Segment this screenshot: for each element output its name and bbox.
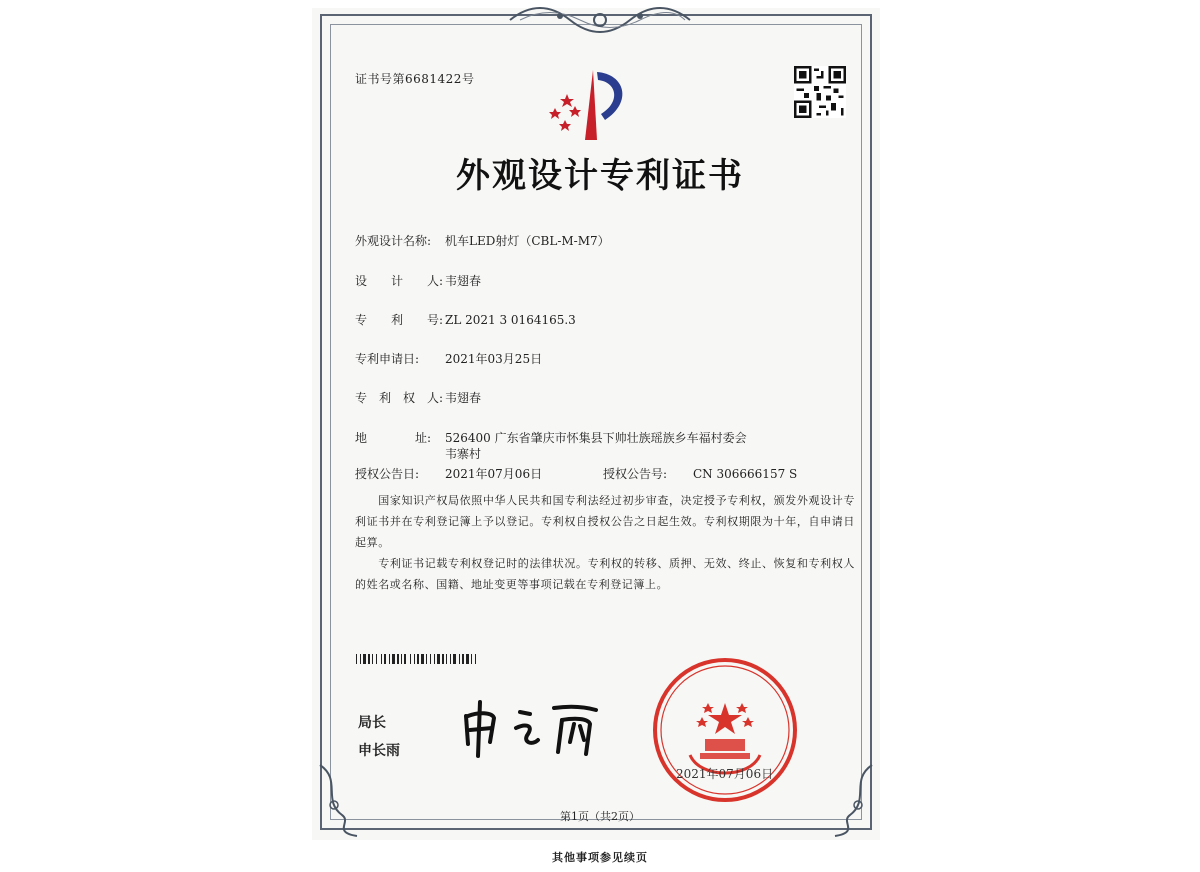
- designer-value: 韦翅春: [445, 274, 482, 288]
- statement-paragraph-1: 国家知识产权局依照中华人民共和国专利法经过初步审查，决定授予专利权，颁发外观设计专利证书并在专利登记簿上予以登记。专利权自授权公告之日起生效。专利权期限为十年，自申请日起算。: [355, 494, 855, 549]
- statement-paragraph-2: 专利证书记载专利权登记时的法律状况。专利权的转移、质押、无效、终止、恢复和专利权人的姓名或名称、国籍、地址变更等事项记载在专利登记簿上。: [355, 557, 855, 591]
- designer-row: [355, 272, 481, 289]
- grant-date-value: 2021年07月06日: [445, 467, 543, 481]
- corner-ornament-bottom-right-icon: [830, 760, 880, 840]
- corner-ornament-bottom-left-icon: [312, 760, 362, 840]
- designer-label: 设 计 人:: [355, 274, 444, 288]
- director-name: 申长雨: [358, 743, 400, 759]
- certificate-title: 外观设计专利证书: [456, 156, 744, 196]
- design-name-value: 机车LED射灯（CBL-M-M7）: [445, 234, 610, 248]
- design-name-label: 外观设计名称:: [355, 234, 432, 248]
- grant-number-row: [603, 465, 797, 482]
- patentee-row: [355, 389, 481, 406]
- qr-code-icon: [794, 66, 846, 118]
- patent-number-label: 专 利 号:: [355, 313, 444, 327]
- top-ornament-icon: [500, 4, 700, 36]
- seal-date: 2021年07月06日: [676, 767, 774, 781]
- address-value: 526400 广东省肇庆市怀集县下帅壮族瑶族乡车福村委会: [445, 431, 747, 445]
- design-name-row: [355, 232, 610, 249]
- address-row: [355, 429, 747, 446]
- filing-date-label: 专利申请日:: [355, 352, 420, 366]
- director-title: 局长: [358, 715, 386, 731]
- patentee-value: 韦翅春: [445, 391, 482, 405]
- grant-number-label: 授权公告号:: [603, 467, 668, 481]
- certificate-number: 证书号第6681422号: [355, 72, 475, 86]
- grant-number-value: CN 306666157 S: [693, 467, 798, 481]
- page-number: 第1页（共2页）: [560, 810, 640, 823]
- barcode-icon: [356, 654, 540, 664]
- address-value-line2: 韦寨村: [445, 447, 482, 461]
- filing-date-row: [355, 350, 542, 367]
- patent-number-value: ZL 2021 3 0164165.3: [445, 313, 576, 327]
- address-label: 地 址:: [355, 431, 432, 445]
- patentee-label: 专 利 权 人:: [355, 391, 444, 405]
- official-seal-icon: [650, 655, 800, 805]
- patent-number-row: [355, 311, 576, 328]
- grant-date-label: 授权公告日:: [355, 467, 420, 481]
- continued-note: 其他事项参见续页: [552, 851, 648, 864]
- patent-office-logo-icon: [545, 68, 635, 144]
- grant-date-row: [355, 465, 542, 482]
- filing-date-value: 2021年03月25日: [445, 352, 543, 366]
- director-signature-icon: [458, 694, 608, 764]
